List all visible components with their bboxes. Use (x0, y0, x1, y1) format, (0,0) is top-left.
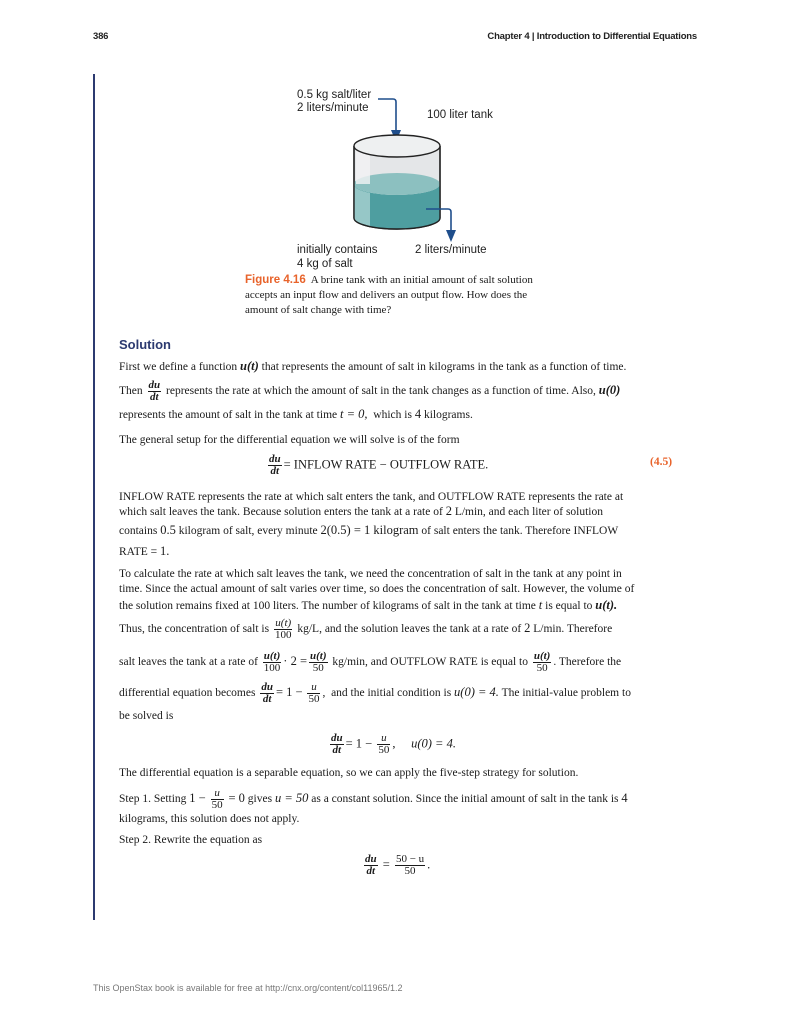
paragraph-4-line-6: differential equation becomes $\frac{du}{dt}$ = 1 − $\frac{u}{50}$ , and the initial condition is u(0) = 4. The initial-value problem to (119, 681, 631, 705)
paragraph-5: The differential equation is a separable equation, so we can apply the five-step strategy for solution. (119, 767, 579, 779)
figure-caption (245, 273, 545, 318)
equation-4-5: $\frac{du}{dt}$ = INFLOW RATE − OUTFLOW RATE. (269, 453, 489, 477)
paragraph-3-line-2: which salt leaves the tank. Because solution enters the tank at a rate of 2 L/min, and each liter of solution (119, 504, 603, 518)
math-u-over-100: $\frac{u(t)}{100}$ (274, 617, 292, 641)
step-2-text: Step 2. Rewrite the equation as (119, 834, 263, 846)
step-1-line-2: kilograms, this solution does not apply. (119, 813, 300, 825)
figure-number: Figure 4.16 (245, 274, 306, 286)
math-du-dt: $\frac{du}{dt}$ (269, 453, 281, 477)
inflow-rate-label: 2 liters/minute (297, 102, 369, 114)
paragraph-4-line-2: time. Since the actual amount of salt varies over time, so does the concentration of salt. However, the volume of (119, 583, 635, 595)
paragraph-3-line-3: contains 0.5 kilogram of salt, every minute 2(0.5) = 1 kilogram of salt enters the tank. Therefore INFLOW (119, 523, 619, 537)
paragraph-1-line-3: represents the amount of salt in the tank at time t = 0, which is 4 kilograms. (119, 407, 473, 421)
paragraph-4-line-1: To calculate the rate at which salt leaves the tank, we need the concentration of salt in the tank at any point in (119, 568, 622, 580)
figure-caption-text: A brine tank with an initial amount of salt solution accepts an input flow and delivers an output flow. How does the amount of salt change with time? (245, 274, 533, 316)
math-u-of-t: u(t) (240, 359, 259, 373)
paragraph-3-line-1: INFLOW RATE represents the rate at which salt enters the tank, and OUTFLOW RATE represents the rate at (119, 491, 624, 503)
chapter-title: Chapter 4 | Introduction to Differential Equations (487, 31, 697, 42)
example-sidebar-rule (93, 74, 95, 920)
paragraph-1-line-2: Then $\frac{du}{dt}$ represents the rate at which the amount of salt in the tank changes as a function of time. Also, u(0) (119, 379, 621, 403)
tank-illustration (280, 80, 520, 275)
paragraph-3-line-4: RATE = 1. (119, 544, 170, 558)
math-t-equals-0: t = 0, (340, 407, 368, 421)
step-1-line-1: Step 1. Setting 1 − $\frac{u}{50}$ = 0 gives u = 50 as a constant solution. Since the initial amount of salt in the tank is 4 (119, 787, 628, 811)
paragraph-2: The general setup for the differential equation we will solve is of the form (119, 434, 460, 446)
paragraph-4-line-3: the solution remains fixed at 100 liters. The number of kilograms of salt in the tank at time t is equal to u(t). (119, 598, 618, 612)
initial-value-problem: $\frac{du}{dt}$ = 1 − $\frac{u}{50}$ , u(0) = 4. (331, 732, 456, 756)
solution-heading: Solution (119, 337, 171, 352)
paragraph-4-line-4: Thus, the concentration of salt is $\frac{u(t)}{100}$ kg/L, and the solution leaves the tank at a rate of 2 L/min. Therefore (119, 617, 613, 641)
tank-volume-label: 100 liter tank (427, 109, 493, 121)
step-2-equation: $\frac{du}{dt}$ = $\frac{50 - u}{50}$ . (365, 853, 431, 877)
outflow-rate-label: 2 liters/minute (415, 244, 487, 256)
paragraph-1-line-1: First we define a function u(t) that represents the amount of salt in kilograms in the tank as a function of time. (119, 359, 627, 373)
paragraph-4-line-7: be solved is (119, 710, 174, 722)
page-number: 386 (93, 31, 109, 42)
figure-brine-tank (280, 80, 520, 275)
paragraph-4-line-5: salt leaves the tank at a rate of $\frac{u(t)}{100}$ · 2 = $\frac{u(t)}{50}$ kg/min, and OUTFLOW RATE is equal to $\frac{u(t)}{50}$ . Therefore the (119, 650, 622, 674)
math-u-of-0: u(0) (598, 383, 621, 398)
footer-text: This OpenStax book is available for free at http://cnx.org/content/col11965/1.2 (93, 983, 403, 993)
math-du-dt: $\frac{du}{dt}$ (148, 379, 161, 403)
inflow-concentration-label: 0.5 kg salt/liter (297, 89, 372, 101)
initial-amount-label-line2: 4 kg of salt (297, 258, 353, 270)
initial-amount-label-line1: initially contains (297, 244, 378, 256)
equation-number: (4.5) (650, 456, 673, 468)
